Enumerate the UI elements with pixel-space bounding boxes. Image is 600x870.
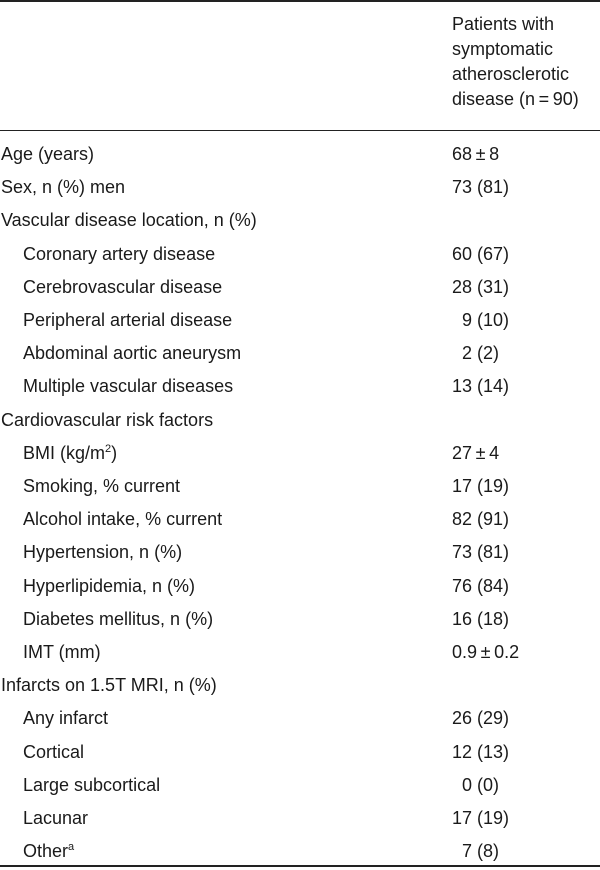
row-label-suffix: ) bbox=[111, 442, 118, 463]
table-row bbox=[0, 238, 600, 271]
row-label-text: Cortical bbox=[23, 741, 85, 762]
table-row bbox=[0, 603, 600, 636]
row-value: 26 (29) bbox=[452, 708, 510, 729]
row-value: 27 ± 4 bbox=[452, 442, 500, 463]
table-row bbox=[0, 304, 600, 337]
table-row bbox=[0, 370, 600, 403]
row-label-text: Sex, n (%) men bbox=[1, 177, 126, 198]
table-row bbox=[0, 404, 600, 437]
table-row bbox=[0, 503, 600, 536]
row-label-sub bbox=[23, 271, 222, 304]
row-label-sub bbox=[23, 536, 182, 569]
row-label-sub bbox=[23, 835, 74, 868]
row-value: 2 (2) bbox=[452, 343, 500, 364]
row-label-text: Large subcortical bbox=[23, 774, 161, 795]
table-row bbox=[0, 835, 600, 868]
row-label-text: Abdominal aortic aneurysm bbox=[23, 343, 242, 364]
row-label-text: Hypertension, n (%) bbox=[23, 542, 183, 563]
table-row bbox=[0, 204, 600, 237]
table-row bbox=[0, 802, 600, 835]
row-label-sub bbox=[23, 736, 84, 769]
row-label bbox=[1, 138, 94, 171]
table-row bbox=[0, 337, 600, 370]
row-label bbox=[1, 404, 213, 437]
table-row bbox=[0, 536, 600, 569]
row-label-text: Other bbox=[23, 841, 69, 862]
row-label bbox=[1, 669, 217, 702]
row-label-superscript: 2 bbox=[105, 442, 112, 455]
column-header-line: disease (n = 90) bbox=[452, 89, 579, 109]
row-value: 17 (19) bbox=[452, 808, 510, 828]
row-label-text: Any infarct bbox=[23, 708, 109, 729]
row-label-sub bbox=[23, 470, 180, 503]
table-row bbox=[0, 570, 600, 603]
table-row bbox=[0, 636, 600, 669]
row-label-sub bbox=[23, 603, 213, 636]
table-row bbox=[0, 702, 600, 735]
row-label-text: BMI (kg/m bbox=[23, 442, 106, 463]
row-label-text: Lacunar bbox=[23, 808, 89, 828]
table-row bbox=[0, 271, 600, 304]
row-value: 68 ± 8 bbox=[452, 144, 500, 164]
row-label-sub bbox=[23, 769, 160, 802]
row-label-text: Hyperlipidemia, n (%) bbox=[23, 575, 196, 596]
table-row bbox=[0, 736, 600, 769]
row-label-sub bbox=[23, 337, 241, 370]
table-row bbox=[0, 437, 600, 470]
row-value: 7 (8) bbox=[452, 841, 500, 862]
row-label bbox=[1, 171, 125, 204]
row-label bbox=[1, 204, 257, 237]
row-value: 17 (19) bbox=[452, 476, 510, 496]
row-value: 82 (91) bbox=[452, 509, 510, 530]
row-label-sub bbox=[23, 238, 215, 271]
row-label-sub bbox=[23, 437, 117, 470]
row-value: 28 (31) bbox=[452, 276, 510, 297]
row-label-text: Infarcts on 1.5T MRI, n (%) bbox=[1, 675, 217, 696]
table-top-rule bbox=[0, 0, 600, 2]
column-header-line: atherosclerotic bbox=[452, 64, 570, 84]
row-label-sub bbox=[23, 636, 101, 669]
row-label-sub bbox=[23, 570, 195, 603]
row-value: 16 (18) bbox=[452, 608, 510, 629]
column-header-line: symptomatic bbox=[452, 39, 554, 59]
row-value: 9 (10) bbox=[452, 310, 510, 330]
row-value: 60 (67) bbox=[452, 243, 510, 264]
row-label-text: Diabetes mellitus, n (%) bbox=[23, 608, 214, 629]
table-row bbox=[0, 138, 600, 171]
table-row bbox=[0, 171, 600, 204]
column-header bbox=[452, 12, 579, 112]
row-label-sub bbox=[23, 702, 108, 735]
row-label-sub bbox=[23, 370, 233, 403]
row-label-text: Vascular disease location, n (%) bbox=[1, 210, 257, 231]
row-label-superscript: a bbox=[68, 841, 75, 854]
row-value: 0.9 ± 0.2 bbox=[452, 642, 520, 662]
row-value: 12 (13) bbox=[452, 741, 510, 762]
row-value: 0 (0) bbox=[452, 774, 500, 795]
table-bottom-rule bbox=[0, 865, 600, 867]
row-label-sub bbox=[23, 304, 232, 337]
table-row bbox=[0, 769, 600, 802]
row-label-text: Peripheral arterial disease bbox=[23, 310, 233, 330]
row-value: 13 (14) bbox=[452, 376, 510, 397]
row-label-text: IMT (mm) bbox=[23, 642, 101, 662]
row-value: 73 (81) bbox=[452, 177, 510, 198]
row-value: 76 (84) bbox=[452, 575, 510, 596]
row-label-text: Alcohol intake, % current bbox=[23, 509, 223, 530]
header-rule bbox=[0, 130, 600, 131]
row-value: 73 (81) bbox=[452, 542, 510, 563]
row-label-sub bbox=[23, 503, 222, 536]
row-label-text: Smoking, % current bbox=[23, 476, 181, 496]
row-label-text: Cardiovascular risk factors bbox=[1, 409, 214, 430]
table-row bbox=[0, 669, 600, 702]
row-label-sub bbox=[23, 802, 88, 835]
row-label-text: Multiple vascular diseases bbox=[23, 376, 234, 397]
row-label-text: Coronary artery disease bbox=[23, 243, 216, 264]
table-row bbox=[0, 470, 600, 503]
row-label-text: Age (years) bbox=[1, 144, 95, 164]
row-label-text: Cerebrovascular disease bbox=[23, 276, 223, 297]
column-header-line: Patients with bbox=[452, 14, 555, 34]
